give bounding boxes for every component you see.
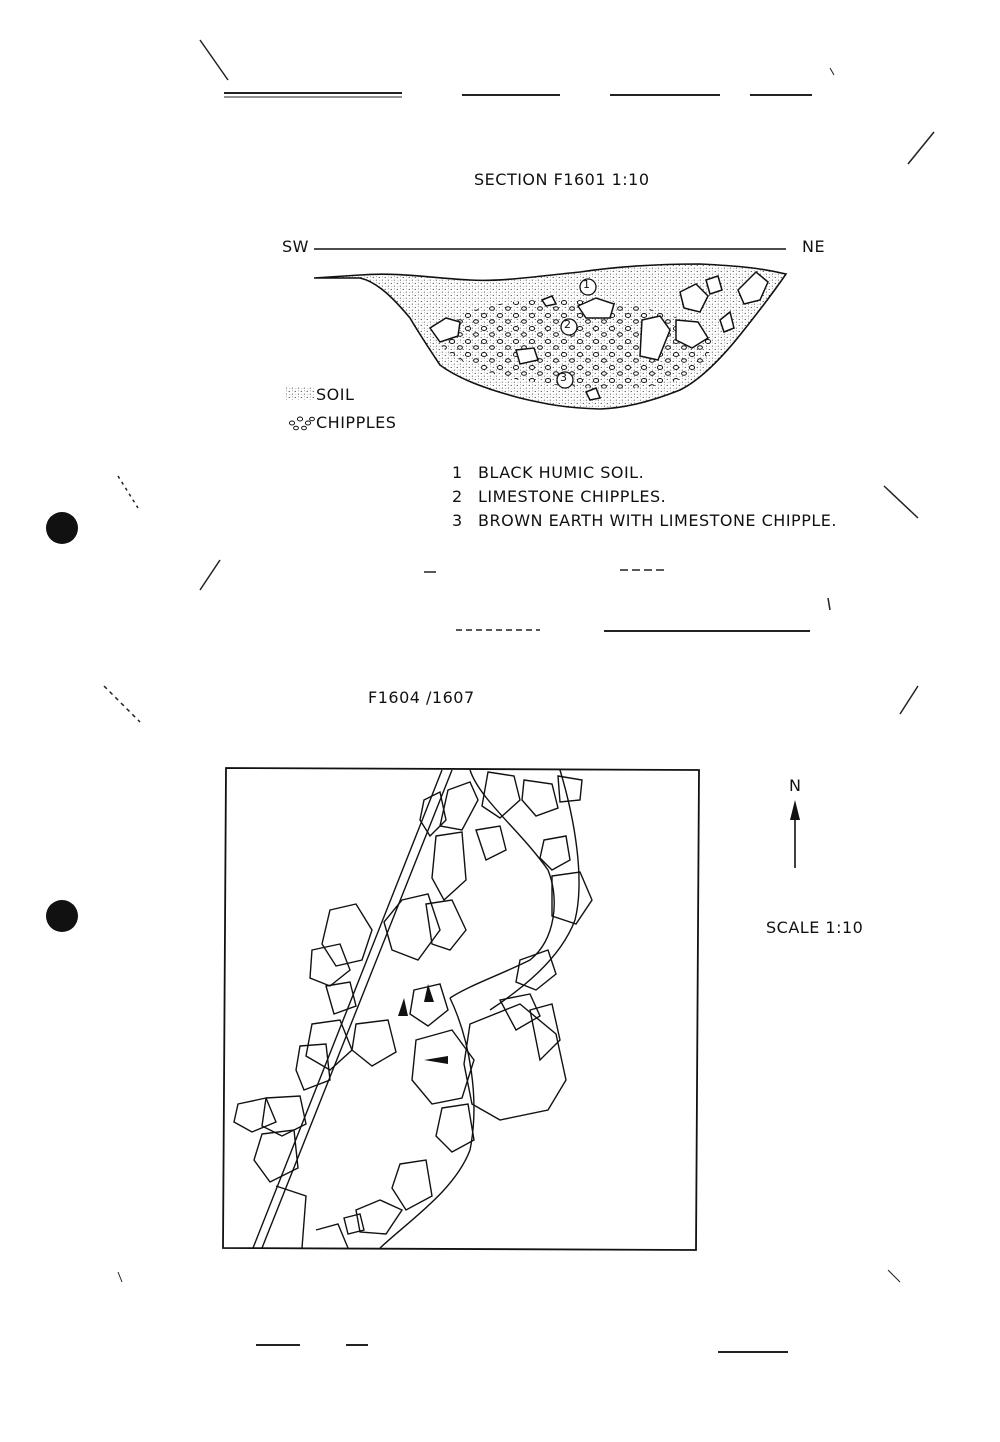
plan-frame [223,768,699,1250]
frame-marks-top [200,40,934,164]
legend-soil-label: SOIL [316,385,355,404]
layer-marker-3: 3 [560,371,568,384]
legend-chipples-label: CHIPPLES [316,413,397,432]
layer-3-desc: BROWN EARTH WITH LIMESTONE CHIPPLE. [478,511,837,530]
north-label: N [789,776,802,795]
scale-label: SCALE 1:10 [766,918,864,937]
layer-2-desc: LIMESTONE CHIPPLES. [478,487,667,506]
layer-marker-1: 1 [583,278,591,291]
north-arrow-icon [790,800,800,868]
find-markers [398,984,448,1064]
frame-marks-bottom [118,1270,900,1352]
layer-marker-2: 2 [564,318,572,331]
layer-3-number: 3 [452,511,463,530]
legend-chipples-swatch [289,417,314,430]
section-label-ne: NE [802,237,826,256]
layer-1-number: 1 [452,463,463,482]
plan-title: F1604 /1607 [368,688,475,707]
layer-1-desc: BLACK HUMIC SOIL. [478,463,645,482]
legend-soil-swatch [286,386,314,400]
layer-2-number: 2 [452,487,463,506]
section-label-sw: SW [282,237,309,256]
section-title: SECTION F1601 1:10 [474,170,650,189]
plan-feature [234,770,592,1248]
